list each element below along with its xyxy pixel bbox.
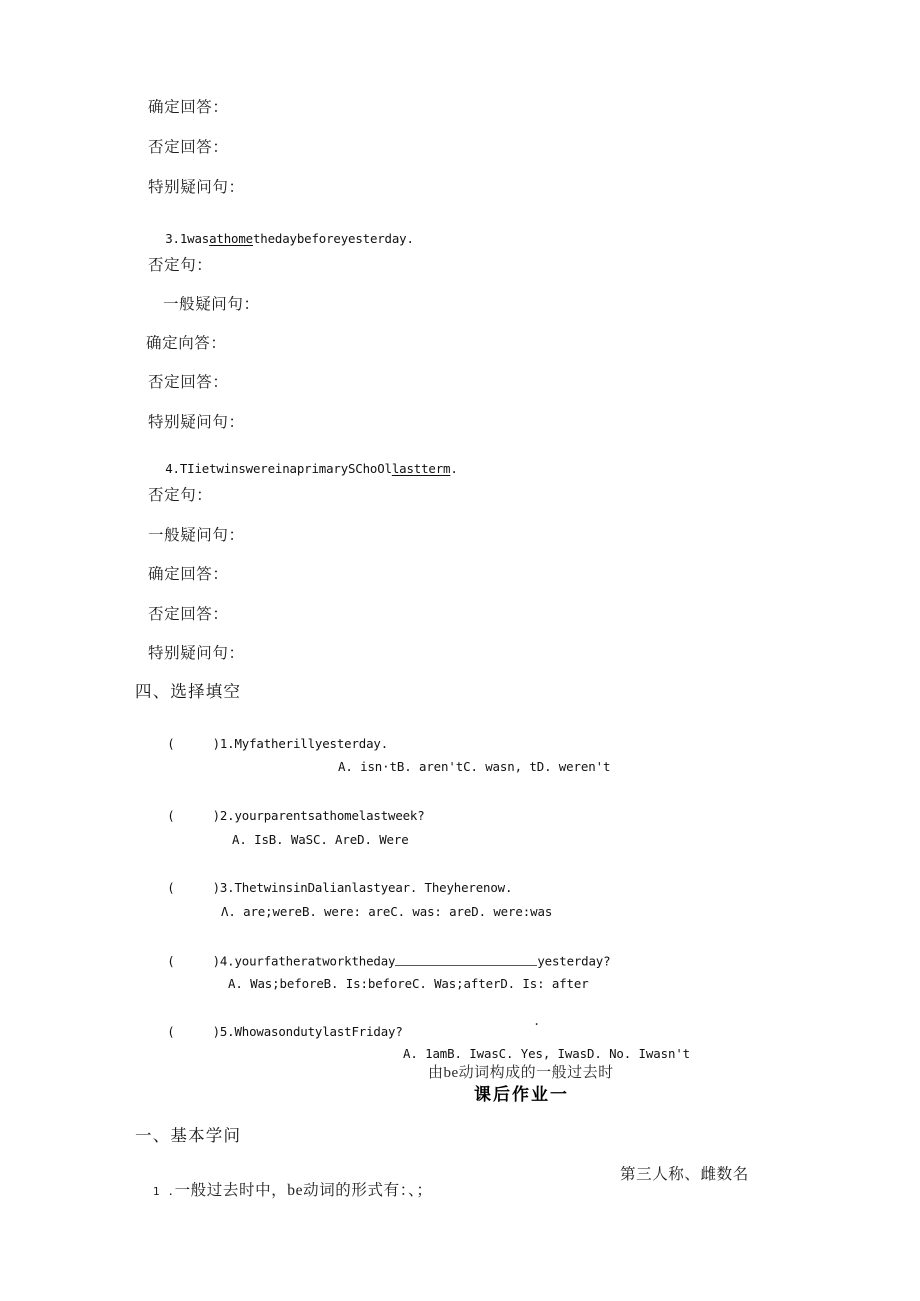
exercise-3-underlined: athome [209,231,253,247]
question-5-number: 5. [219,1024,235,1040]
exercise-3-sentence [136,221,414,258]
question-5-options: A. 1amB. IwasC. Yes, IwasD. No. Iwasn't [403,1046,691,1061]
question-2-line [138,798,425,835]
question-1-paren-close: ) [212,736,220,752]
question-1-line [138,726,388,763]
footer-heading-one: 一、基本学问 [135,1126,242,1145]
question-3-number: 3. [219,880,235,896]
question-4-paren-close: ) [212,953,220,969]
question-5-paren-open: ( [167,1024,175,1040]
question-3-text: ThetwinsinDalianlastyear. Theyherenow. [234,880,513,896]
question-2-options: A. IsB. WaSC. AreD. Were [232,832,409,847]
exercise-4-text-before: TIietwinswereinaprimarySChoOl [179,461,392,477]
exercise-3-negative-sentence-label: 否定句： [148,257,213,274]
question-2-paren-close: ) [212,808,220,824]
section-four-heading: 四、选择填空 [135,682,242,701]
affirmative-answer-label: 确定回答： [148,99,229,116]
special-question-label: 特别疑问句： [148,179,245,196]
question-2-paren-open: ( [167,808,175,824]
question-5-trailing-mark: . [533,1014,541,1028]
exercise-4-underlined: lastterm [391,461,451,477]
exercise-3-text-before: 1was [179,231,210,247]
footer-title: 课后作业一 [474,1085,569,1104]
question-2-text: yourparentsathomelastweek? [234,808,425,824]
question-1-number: 1. [219,736,235,752]
question-3-paren-open: ( [167,880,175,896]
exercise-4-general-question-label: 一般疑问句： [148,527,245,544]
question-5-paren-close: ) [212,1024,220,1040]
footer-item-one-text: 一般过去时中，be动词的形式有：、； [174,1181,433,1199]
negative-answer-label: 否定回答： [148,139,229,156]
question-4-paren-open: ( [167,953,175,969]
question-4-text-after-blank: yesterday? [537,953,611,969]
question-3-line [138,870,512,907]
question-4-number: 4. [219,953,235,969]
question-4-answer-blank[interactable] [395,954,537,966]
question-4-options: A. Was;beforeB. Is:beforeC. Was;afterD. Is: after [228,976,589,991]
exercise-4-number: 4. [165,461,180,477]
footer-item-one-right-text: 第三人称、雌数名 [620,1166,749,1183]
question-1-text: Myfatherillyesterday. [234,736,389,752]
question-5-text: WhowasondutylastFriday? [234,1024,403,1040]
question-3-options: Λ. are;wereB. were: areC. was: areD. were:was [221,904,553,919]
footer-item-one [135,1167,433,1214]
footer-subtitle: 由be动词构成的一般过去时 [428,1065,614,1081]
exercise-3-general-question-label: 一般疑问句： [163,296,260,313]
exercise-3-text-after: thedaybeforeyesterday. [252,231,414,247]
question-1-paren-open: ( [167,736,175,752]
question-5-line [138,1014,403,1051]
exercise-4-sentence [136,451,458,488]
exercise-4-affirmative-answer-label: 确定回答： [148,566,229,583]
question-4-line [138,942,610,981]
exercise-3-negative-answer-label: 否定回答： [148,374,229,391]
question-4-text-before-blank: yourfatheratworktheday [234,953,396,969]
question-1-options: A. isn·tB. aren'tC. wasn, tD. weren't [338,759,611,774]
exercise-3-affirmative-answer-label: 确定向答： [146,335,227,352]
question-3-paren-close: ) [212,880,220,896]
exercise-3-number: 3. [165,231,180,247]
exercise-4-negative-answer-label: 否定回答： [148,606,229,623]
footer-item-one-number: 1 . [152,1184,175,1198]
exercise-3-special-question-label: 特别疑问句： [148,414,245,431]
exercise-4-negative-sentence-label: 否定句： [148,487,213,504]
exercise-4-text-after: . [450,461,458,477]
question-2-number: 2. [219,808,235,824]
exercise-4-special-question-label: 特别疑问句： [148,645,245,662]
